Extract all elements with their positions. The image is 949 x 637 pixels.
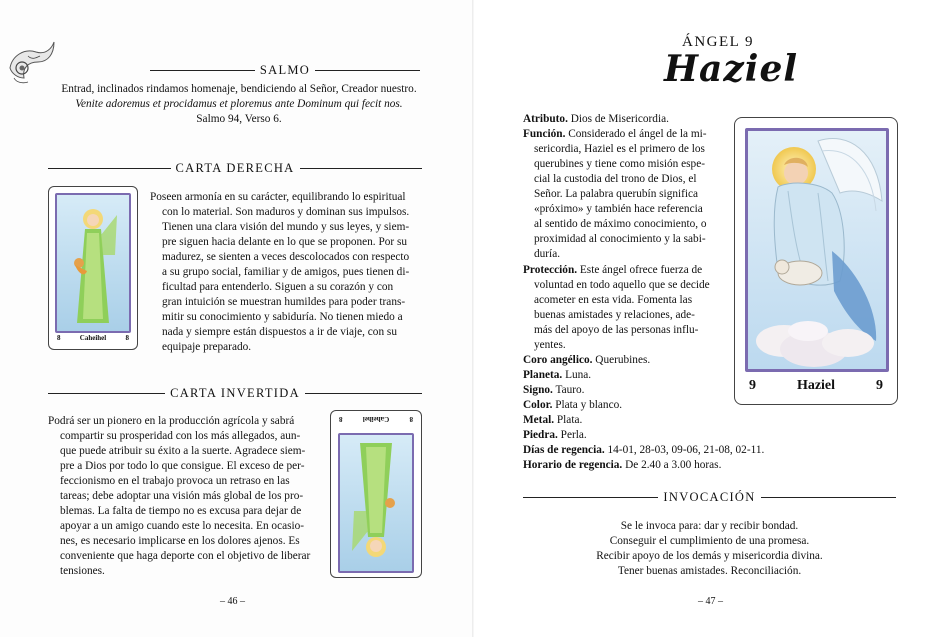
- attr-value: 14-01, 28-03, 09-06, 21-08, 02-11.: [607, 444, 765, 456]
- carta-derecha-title: CARTA DERECHA: [175, 161, 295, 175]
- invocacion-heading: [523, 490, 896, 505]
- attr-horario-regencia: Horario de regencia. De 2.40 a 3.00 horas.: [523, 459, 722, 471]
- carta-derecha-line: nada y siempre están dispuestos a ir de viaje, con su: [162, 326, 397, 338]
- haziel-card-label: [735, 378, 897, 394]
- caheihel-inverted-card: [330, 410, 422, 578]
- carta-invertida-title: CARTA INVERTIDA: [170, 386, 300, 400]
- haziel-card-number-left: 9: [749, 378, 756, 393]
- invocacion-line: Tener buenas amistades. Reconciliación.: [617, 565, 802, 577]
- attr-key: Días de regencia: [523, 444, 602, 456]
- attr-atributo: Atributo. Dios de Misericordia.: [523, 113, 669, 125]
- attr-value: Dios de Misericordia.: [570, 113, 669, 125]
- carta-invertida-line: nes, es necesario implicarse en los dolores ajenos. Es: [60, 535, 300, 547]
- salmo-heading: [150, 63, 420, 78]
- attr-dias-regencia: Días de regencia. 14-01, 28-03, 09-06, 21-08, 02-11.: [523, 444, 765, 456]
- attr-value: Este ángel ofrece fuerza de: [579, 264, 703, 276]
- caheihel-card-number-right: 8: [125, 334, 129, 342]
- carta-derecha-line: pre siguen hacia delante en lo que se proponen. Por su: [162, 236, 408, 248]
- attr-proteccion: Protección. Este ángel ofrece fuerza de: [523, 264, 703, 276]
- attr-value: sericordia, Haziel es el primero de los: [534, 143, 705, 155]
- caheihel-inverted-art: [338, 433, 414, 573]
- carta-derecha-line: con lo material. Son maduros y dominan sus impulsos.: [162, 206, 410, 218]
- attr-planeta: Planeta. Luna.: [523, 369, 592, 381]
- caheihel-inverted-number-left: 8: [409, 415, 413, 423]
- carta-invertida-line: que puede atribuir su éxito a la suerte. Agradece siem-: [60, 445, 306, 457]
- attr-value: más del apoyo de las personas influ-: [534, 324, 699, 336]
- attr-value: voluntad en todo aquello que se decide: [534, 279, 710, 291]
- attr-value: querubines y tiene como misión espe-: [534, 158, 705, 170]
- salmo-line-2: Venite adoremus et procidamus et ploremus ante Dominum qui fecit nos.: [75, 98, 403, 110]
- carta-derecha-line: a su grupo social, familiar y de amigos, pues tienen di-: [162, 266, 410, 278]
- attr-value: De 2.40 a 3.00 horas.: [625, 459, 722, 471]
- page-number-left: – 46 –: [220, 596, 245, 607]
- salmo-line-3: Salmo 94, Verso 6.: [196, 113, 282, 125]
- carta-invertida-line: tensiones.: [60, 565, 105, 577]
- attr-key: Coro angélico: [523, 354, 590, 366]
- carta-invertida-heading: [48, 386, 422, 401]
- carta-invertida-line: pre a Dios por todo lo que consigue. El exceso de per-: [60, 460, 305, 472]
- caheihel-card-label: [49, 334, 137, 342]
- angel-number: ÁNGEL 9: [682, 34, 755, 50]
- carta-derecha-line: gran intuición se muestran humildes para poder trans-: [162, 296, 406, 308]
- attr-key: Color: [523, 399, 550, 411]
- carta-derecha-heading: [48, 161, 422, 176]
- carta-invertida-line: conveniente que haga deporte con el objetivo de liberar: [60, 550, 311, 562]
- carta-invertida-line: compartir su prosperidad con los más allegados, aun-: [60, 430, 301, 442]
- attr-key: Piedra: [523, 429, 555, 441]
- caheihel-inverted-number-right: 8: [339, 415, 343, 423]
- attr-value: Señor. La palabra querubín significa: [534, 188, 699, 200]
- caheihel-card-name: Caheihel: [79, 334, 107, 342]
- attr-value: cial la custodia del trono de Dios, el: [534, 173, 697, 185]
- attr-funcion: Función. Considerado el ángel de la mi-: [523, 128, 707, 140]
- carta-invertida-line: apoyar a un amigo cuando este lo necesita. En ocasio-: [60, 520, 305, 532]
- attr-piedra: Piedra. Perla.: [523, 429, 587, 441]
- invocacion-line: Recibir apoyo de los demás y misericordia divina.: [596, 550, 823, 562]
- attr-coro: Coro angélico. Querubines.: [523, 354, 651, 366]
- attr-value: al sentido de máximo conocimiento, o: [534, 218, 707, 230]
- carta-derecha-line: Poseen armonía en su carácter, equilibrando lo espiritual: [150, 191, 406, 203]
- carta-derecha-line: mitir su conocimiento y sabiduría. No tienen miedo a: [162, 311, 403, 323]
- invocacion-line: Se le invoca para: dar y recibir bondad.: [620, 520, 799, 532]
- haziel-card-number-right: 9: [875, 378, 883, 393]
- attr-value: Considerado el ángel de la mi-: [568, 128, 707, 140]
- attr-value: Perla.: [560, 429, 587, 441]
- haziel-card-name: Haziel: [796, 378, 836, 393]
- attr-value: Querubines.: [595, 354, 651, 366]
- attr-value: Plata y blanco.: [555, 399, 623, 411]
- attr-metal: Metal. Plata.: [523, 414, 583, 426]
- attr-value: proximidad al conocimiento y la sabi-: [534, 233, 706, 245]
- invocacion-line: Conseguir el cumplimiento de una promesa.: [609, 535, 810, 547]
- attr-value: Tauro.: [555, 384, 585, 396]
- attr-value: acometer en esta vida. Fomenta las: [534, 294, 693, 306]
- attr-value: yentes.: [534, 339, 566, 351]
- carta-invertida-line: blemas. La falta de tiempo no es excusa para dejar de: [60, 505, 302, 517]
- caheihel-card: [48, 186, 138, 350]
- attr-key: Signo: [523, 384, 551, 396]
- attr-signo: Signo. Tauro.: [523, 384, 585, 396]
- salmo-line-1: Entrad, inclinados rindamos homenaje, bendiciendo al Señor, Creador nuestro.: [61, 83, 417, 95]
- invocacion-title: INVOCACIÓN: [663, 490, 756, 504]
- horn-ornament-icon: [6, 38, 56, 86]
- haziel-card: [734, 117, 898, 405]
- page-number-right: – 47 –: [698, 596, 723, 607]
- angel-name-title: Haziel: [664, 48, 799, 90]
- carta-derecha-line: equipaje preparado.: [162, 341, 252, 353]
- salmo-title: SALMO: [259, 63, 311, 77]
- attr-value: Luna.: [565, 369, 592, 381]
- attr-key: Horario de regencia: [523, 459, 620, 471]
- attr-color: Color. Plata y blanco.: [523, 399, 623, 411]
- attr-key: Planeta: [523, 369, 560, 381]
- attr-key: Metal: [523, 414, 552, 426]
- carta-invertida-line: Podrá ser un pionero en la producción agrícola y sabrá: [48, 415, 295, 427]
- carta-invertida-line: feccionismo en el trabajo provoca un retraso en las: [60, 475, 290, 487]
- attr-key: Protección: [523, 264, 575, 276]
- attr-value: Plata.: [556, 414, 583, 426]
- carta-derecha-line: ficultad para entenderlo. Siguen a su corazón y con: [162, 281, 394, 293]
- attr-key: Función: [523, 128, 563, 140]
- caheihel-inverted-name: Caheihel: [362, 415, 390, 423]
- attr-key: Atributo: [523, 113, 566, 125]
- carta-derecha-line: madurez, se sienten a veces descolocados con respecto: [162, 251, 410, 263]
- attr-value: duría.: [534, 248, 561, 260]
- carta-derecha-line: Tienen una clara visión del mundo y sus leyes, y siem-: [162, 221, 410, 233]
- caheihel-inverted-label: [331, 415, 421, 423]
- caheihel-card-art: [55, 193, 131, 333]
- haziel-card-art: [745, 128, 889, 372]
- attr-value: buenas amistades y relaciones, ade-: [534, 309, 695, 321]
- carta-invertida-line: tareas; debe adoptar una visión más global de los pro-: [60, 490, 304, 502]
- left-page: [0, 0, 474, 637]
- caheihel-card-number-left: 8: [57, 334, 61, 342]
- attr-value: «próximo» y también hace referencia: [534, 203, 703, 215]
